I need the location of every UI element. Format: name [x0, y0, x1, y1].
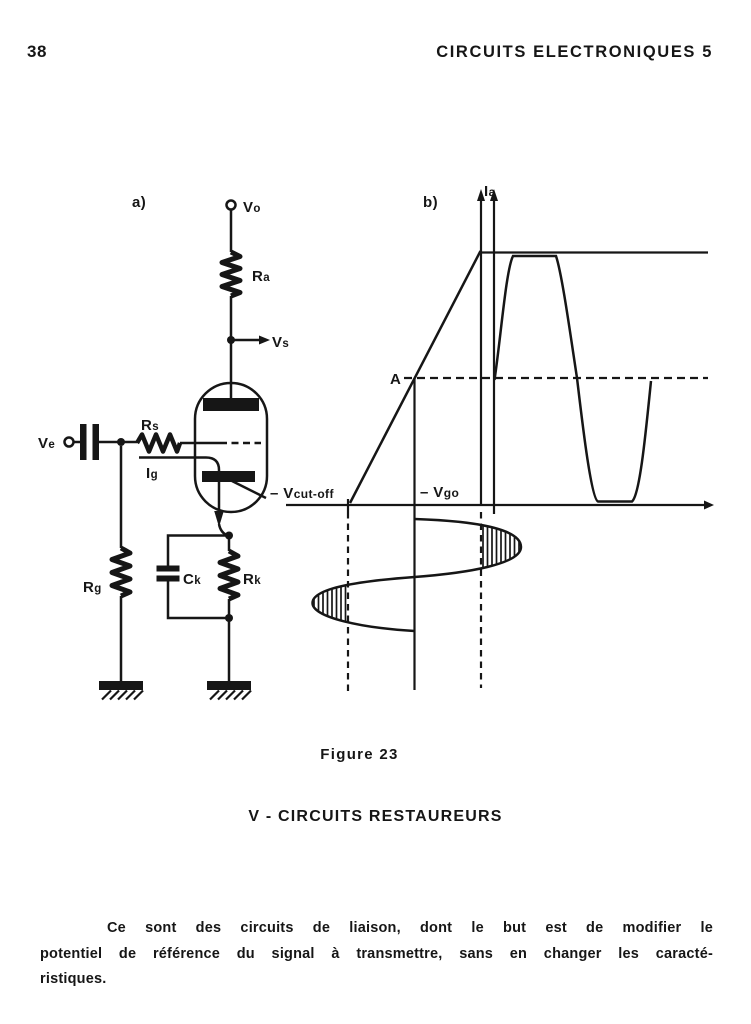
page-number: 38 [27, 42, 47, 61]
body-paragraph [40, 916, 713, 993]
label-rg: Rg [83, 579, 102, 596]
resistor-rs [137, 435, 180, 452]
resistor-ra [222, 252, 240, 296]
ground-symbol [99, 681, 143, 700]
label-rk: Rk [243, 571, 262, 588]
circuit-schematic [38, 194, 334, 700]
label-ia: Ia [484, 183, 496, 200]
label-point-a: A [390, 371, 402, 388]
cathode-lead [139, 458, 219, 515]
running-header: CIRCUITS ELECTRONIQUES 5 [436, 43, 713, 61]
paragraph-line: ristiques. [40, 971, 107, 988]
label-vcutoff: – Vcut-off [270, 485, 334, 502]
coupling-capacitor [80, 424, 87, 460]
paragraph-line: Ce sont des circuits de liaison, dont le but est de modifier le [107, 920, 713, 936]
label-vgo: – Vgo [420, 484, 460, 501]
junction-dot [117, 438, 125, 446]
vo-terminal [227, 201, 236, 210]
anode-plate [203, 398, 259, 411]
label-ve: Ve [38, 435, 56, 452]
label-ck: Ck [183, 571, 202, 588]
transfer-graph [286, 183, 714, 693]
vs-arrowhead [259, 336, 270, 345]
paragraph-line: potentiel de référence du signal à transmettre, sans en changer les caracté- [40, 945, 713, 962]
coupling-capacitor [93, 424, 100, 460]
resistor-rg [112, 548, 130, 596]
label-vs: Vs [272, 334, 290, 351]
input-cutoff-clip-hatch [314, 577, 346, 631]
input-waveform [313, 519, 522, 631]
vg-axis-arrowhead [704, 501, 714, 510]
label-ra: Ra [252, 268, 271, 285]
section-heading: V - CIRCUITS RESTAUREURS [248, 808, 503, 825]
ve-terminal [65, 438, 74, 447]
cathode-plate [202, 471, 255, 482]
capacitor-ck [157, 566, 180, 572]
label-vo: Vo [243, 199, 261, 216]
label-ig: Ig [146, 465, 159, 482]
part-a-label: a) [132, 194, 147, 211]
capacitor-ck [157, 576, 180, 582]
resistor-rk [220, 551, 238, 599]
ground-symbol [207, 681, 251, 700]
cathode-angle-line [232, 481, 266, 498]
figure-caption: Figure 23 [320, 746, 399, 763]
part-b-label: b) [423, 194, 438, 211]
label-rs: Rs [141, 417, 160, 434]
